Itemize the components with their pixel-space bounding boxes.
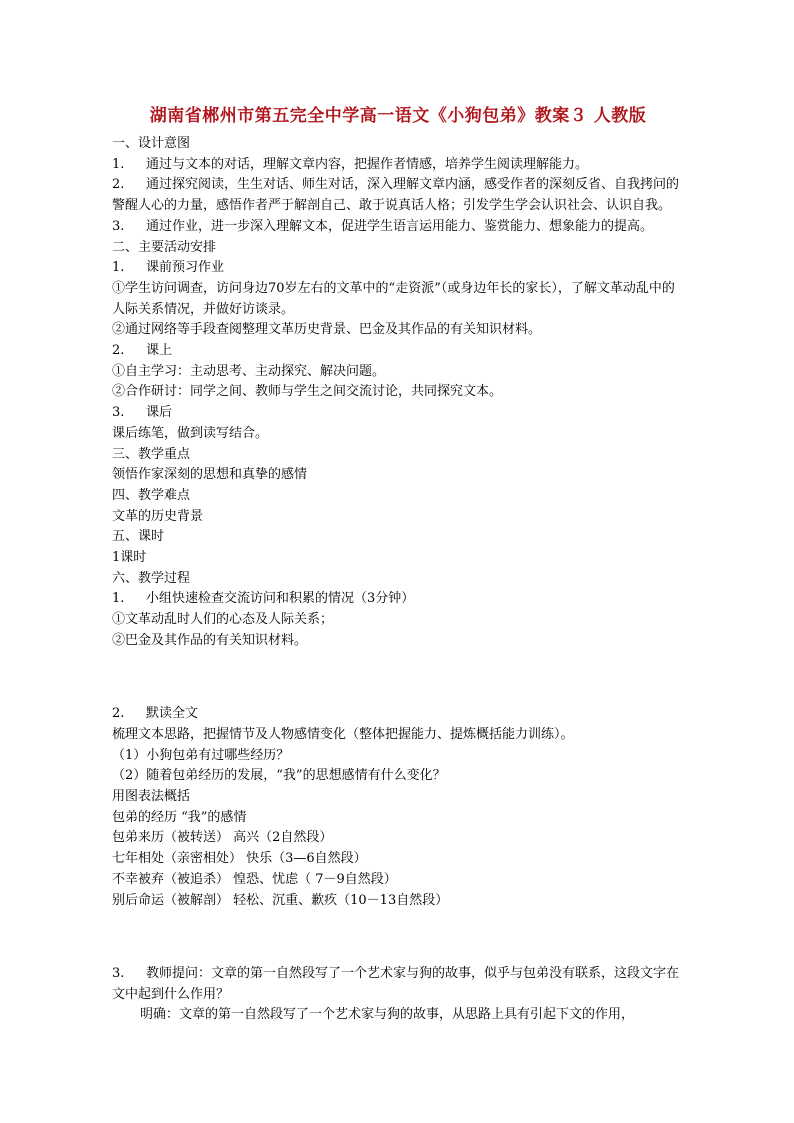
list-number: 2. — [112, 177, 125, 193]
line-text: 二、主要活动安排 — [112, 239, 217, 255]
text-line — [112, 279, 684, 320]
line-text: 1课时 — [112, 550, 147, 566]
text-line — [112, 1005, 684, 1026]
line-text: 三、教学重点 — [112, 446, 191, 462]
text-line — [112, 155, 684, 176]
text-line — [112, 808, 684, 829]
line-text: 一、设计意图 — [112, 136, 191, 151]
text-line — [112, 725, 684, 746]
document-title: 湖南省郴州市第五完全中学高一语文《小狗包弟》教案３ 人教版 — [149, 106, 647, 126]
blank-line — [112, 927, 684, 948]
line-text: ①文革动乱时人们的心态及人际关系； — [112, 612, 334, 628]
line-text: 文革的历史背景 — [112, 508, 204, 524]
list-number: 1. — [112, 591, 125, 607]
text-line — [112, 964, 684, 1005]
line-text: 六、教学过程 — [112, 570, 191, 586]
line-text: 明确：文章的第一自然段写了一个艺术家与狗的故事，从思路上具有引起下文的作用， — [140, 1007, 635, 1023]
text-line — [112, 704, 684, 725]
line-text: 教师提问：文章的第一自然段写了一个艺术家与狗的故事，似乎与包弟没有联系，这段文字在文中起到什么作用？ — [112, 965, 680, 1002]
line-text: 通过探究阅读，生生对话、师生对话，深入理解文章内涵，感受作者的深刻反省、自我拷问的警醒人心的力量，感悟作者严于解剖自己、敢于说真话人格；引发学生学会认识社会、认识自我。 — [112, 177, 680, 214]
list-number: 3. — [112, 965, 125, 981]
line-text: 别后命运（被解剖） 轻松、沉重、歉疚（10－13自然段） — [112, 892, 449, 908]
line-text: 包弟来历（被转送） 高兴（2自然段） — [112, 830, 333, 846]
list-number: 1. — [112, 156, 125, 172]
text-line — [112, 486, 684, 507]
text-line — [112, 175, 684, 216]
text-line — [112, 787, 684, 808]
line-text: 通过与文本的对话，理解文章内容，把握作者情感，培养学生阅读理解能力。 — [146, 156, 589, 172]
text-line — [112, 870, 684, 891]
line-text: 梳理文本思路，把握情节及人物感情变化（整体把握能力、提炼概括能力训练）。 — [112, 726, 574, 742]
text-line — [112, 828, 684, 849]
line-text: 四、教学难点 — [112, 487, 191, 503]
line-text: ①自主学习：主动思考、主动探究、解决问题。 — [112, 363, 386, 379]
list-number: 2. — [112, 706, 125, 722]
line-text: ②巴金及其作品的有关知识材料。 — [112, 632, 308, 648]
document-body — [112, 134, 684, 1026]
text-line — [112, 465, 684, 486]
list-number: 3. — [112, 218, 125, 234]
line-text: 不幸被弃（被追杀） 惶恐、忧虑（ 7－9自然段） — [112, 871, 397, 887]
line-text: 领悟作家深刻的思想和真挚的感情 — [112, 467, 308, 483]
line-text: （2）随着包弟经历的发展，“我”的思想感情有什么变化？ — [112, 768, 446, 784]
line-text: 包弟的经历 “我”的感情 — [112, 809, 247, 825]
text-line — [112, 341, 684, 362]
text-line — [112, 746, 684, 767]
line-text: 通过作业，进一步深入理解文本，促进学生语言运用能力、鉴赏能力、想象能力的提高。 — [146, 218, 654, 234]
text-line — [112, 424, 684, 445]
text-line — [112, 320, 684, 341]
line-text: 小组快速检查交流访问和积累的情况（3分钟） — [146, 591, 415, 607]
text-line — [112, 569, 684, 590]
text-line — [112, 527, 684, 548]
line-text: ②合作研讨：同学之间、教师与学生之间交流讨论，共同探究文本。 — [112, 384, 503, 400]
text-line — [112, 258, 684, 279]
text-line — [112, 445, 684, 466]
text-line — [112, 362, 684, 383]
text-line — [112, 382, 684, 403]
list-number: 2. — [112, 343, 125, 359]
text-line — [112, 610, 684, 631]
text-line — [112, 589, 684, 610]
line-text: 七年相处（亲密相处） 快乐（3—6自然段） — [112, 851, 367, 867]
text-line — [112, 548, 684, 569]
line-text: （1）小狗包弟有过哪些经历？ — [112, 747, 290, 763]
text-line — [112, 238, 684, 259]
line-text: 课前预习作业 — [146, 260, 225, 276]
text-line — [112, 766, 684, 787]
list-number: 1. — [112, 260, 125, 276]
text-line — [112, 631, 684, 652]
text-line — [112, 891, 684, 912]
line-text: 用图表法概括 — [112, 789, 191, 805]
line-text: 课后 — [146, 405, 173, 421]
text-line — [112, 403, 684, 424]
line-text: 课上 — [146, 343, 173, 359]
text-line — [112, 849, 684, 870]
text-line — [112, 134, 684, 155]
line-text: 课后练笔，做到读写结合。 — [112, 425, 269, 441]
line-text: ②通过网络等手段查阅整理文革历史背景、巴金及其作品的有关知识材料。 — [112, 322, 542, 338]
line-text: 默读全文 — [146, 706, 199, 722]
text-line — [112, 217, 684, 238]
line-text: ①学生访问调查，访问身边70岁左右的文革中的“走资派”（或身边年长的家长），了解文革动乱中的人际关系情况，并做好访谈录。 — [112, 280, 675, 317]
blank-line — [112, 668, 684, 689]
list-number: 3. — [112, 405, 125, 421]
document-page — [112, 104, 684, 1026]
text-line — [112, 507, 684, 528]
line-text: 五、课时 — [112, 529, 165, 545]
